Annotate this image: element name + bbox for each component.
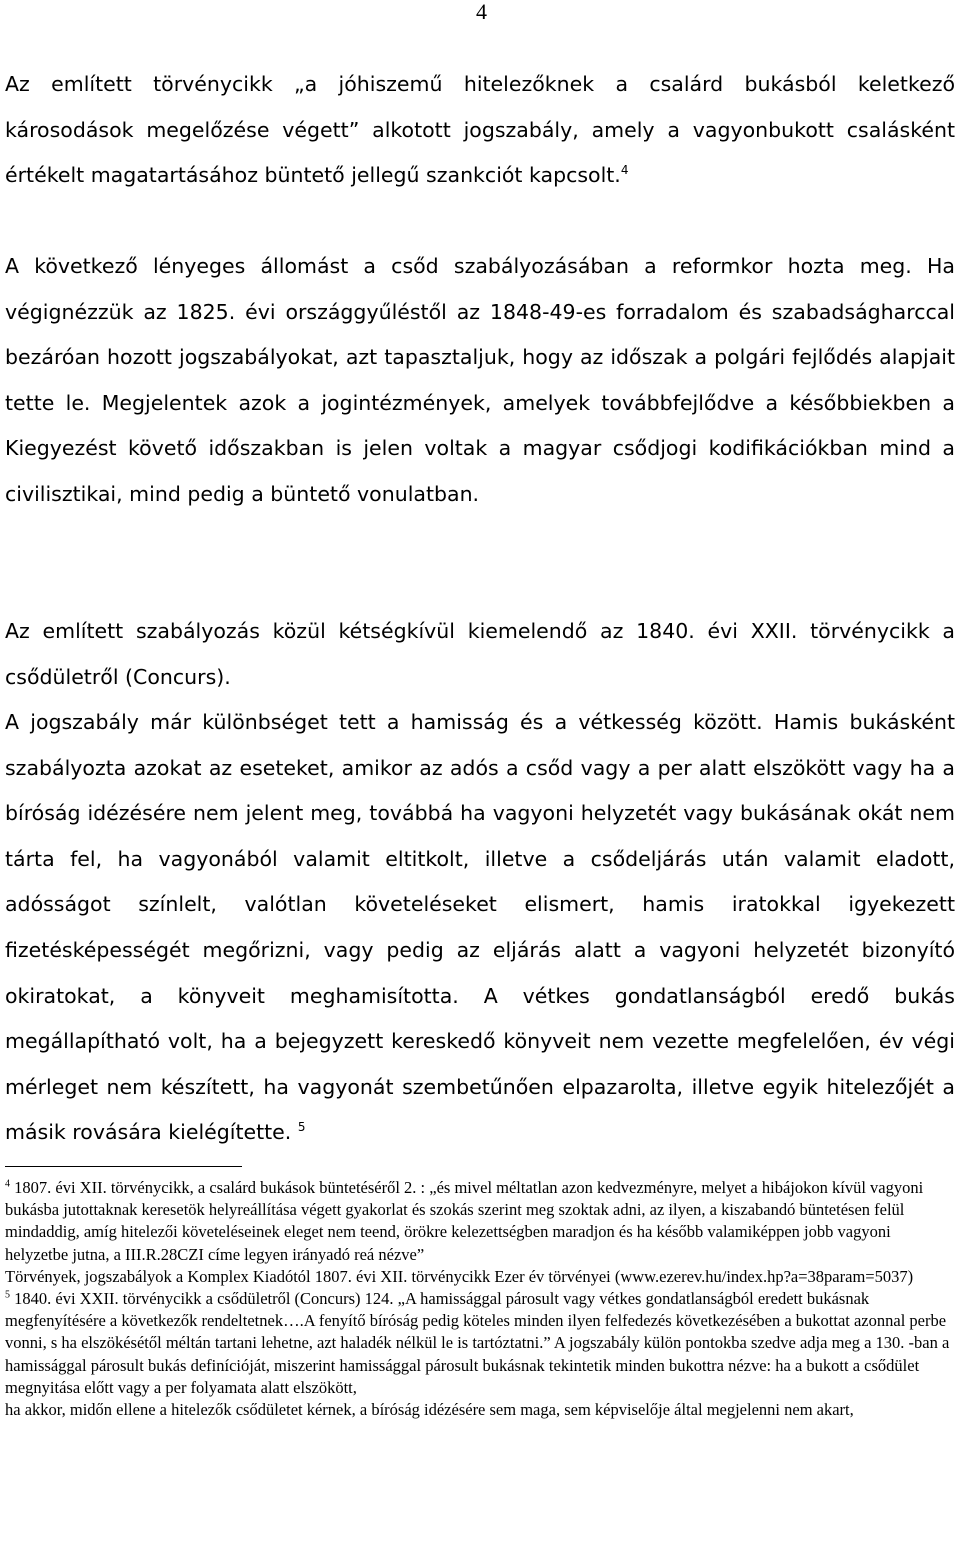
footnote-ref-4[interactable]: 4 [620, 163, 629, 178]
paragraph-4 [5, 700, 955, 1156]
paragraph-1 [5, 62, 955, 199]
paragraph-1-text: Az említett törvénycikk „a jóhiszemű hitelezőknek a csalárd bukásból keletkező károsodások megelőzése végett” alkotott jogszabály, amely a vagyonbukott csalásként értékelt magatartásához büntető jellegű szankciót kapcsolt. [5, 72, 955, 188]
footnote-ref-5[interactable]: 5 [297, 1120, 306, 1135]
footnote-5 [5, 1288, 955, 1399]
footnote-4 [5, 1177, 955, 1266]
paragraph-3: Az említett szabályozás közül kétségkívül kiemelendő az 1840. évi XXII. törvénycikk a csődületről (Concurs). [5, 619, 955, 689]
paragraph-4-text: A jogszabály már különbséget tett a hamisság és a vétkesség között. Hamis bukásként szabályozta azokat az eseteket, amikor az adós a csőd vagy a per alatt elszökött vagy ha a bíróság idézésére nem jelent meg, továbbá ha vagyoni helyzetét vagy bukásának okát nem tárta fel, ha vagyonából valamit eltitkolt, illetve a csődeljárás után valamit eladott, adósságot színlelt, valótlan követeléseket elismert, hamis iratokkal igyekezett fizetésképességét megőrizni, vagy pedig az eljárás alatt a vagyoni helyzetét bizonyító okiratokat, a könyveit meghamisította. A vétkes gondatlanságból eredő bukás megállapítható volt, ha a bejegyzett kereskedő könyveit nem vezette megfelelően, év végi mérleget nem készített, ha vagyonát szembetűnően elpazarolta, illetve egyik hitelezőjét a másik rovására kielégítette. [5, 710, 955, 1145]
footnotes [5, 1177, 955, 1421]
paragraph-2: A következő lényeges állomást a csőd szabályozásában a reformkor hozta meg. Ha végignézzük az 1825. évi országgyűléstől az 1848-49-es forradalom és szabadságharccal bezáróan hozott jogszabályokat, azt tapasztaljuk, hogy az időszak a polgári fejlődés alapjait tette le. Megjelentek azok a jogintézmények, amelyek továbbfejlődve a későbbiekben a Kiegyezést követő időszakban is jelen voltak a magyar csődjogi kodifikációkban mind a civilisztikai, mind pedig a büntető vonulatban. [5, 254, 955, 506]
footnote-5-number: 5 [5, 1289, 10, 1301]
footnote-4-source: Törvények, jogszabályok a Komplex Kiadótól 1807. évi XII. törvénycikk Ezer év törvényei (www.ezerev.hu/index.hp?a=38param=5037) [5, 1266, 914, 1286]
footnote-separator [5, 1166, 242, 1167]
footnote-4-number: 4 [5, 1178, 10, 1190]
footnote-5-text: 1840. évi XXII. törvénycikk a csődületről (Concurs) 124. „A hamissággal párosult vagy vétkes gondatlanságból eredett bukásnak megfenyítésére a következők rendeltetnek….A fenyítő bíróság pedig köteles minden ilyen felfedezés következésében a bukottat azonnal perbe vonni, s ha elszökésétől méltán tartani lehetne, azt haladék nélkül le is tartóztatni.” A jogszabály külön pontokba szedve adja meg a 130. -ban a hamissággal párosult bukás definícióját, miszerint hamissággal párosult bukásnak tekintetik minden bukottra nézve: ha a bukott a csődület megnyitása előtt vagy a per folyamata alatt elszökött, [5, 1289, 950, 1397]
footnote-4-text: 1807. évi XII. törvénycikk, a csalárd bukások büntetéséről 2. : „és mivel méltatlan azon kedvezményre, melyet a hibájokon kívül vagyoni bukásba jutottaknak keresetök helyreállítása végett gyakorlat és szokás szerint meg szoktak adni, az ilyen, a kiszabandó büntetésen felül mindaddig, amíg hitelezői követeléseinek eleget nem teend, örökre kelezettségben maradjon és ha később valamiképpen jobb vagyoni helyzetbe jutna, a III.R.28CZI címe legyen irányadó reá nézve” [5, 1178, 924, 1264]
footnote-5-continuation: ha akkor, midőn ellene a hitelezők csődületet kérnek, a bíróság idézésére sem maga, sem képviselője által megjelenni nem akart, [5, 1400, 854, 1420]
page-number: 4 [476, 0, 487, 24]
